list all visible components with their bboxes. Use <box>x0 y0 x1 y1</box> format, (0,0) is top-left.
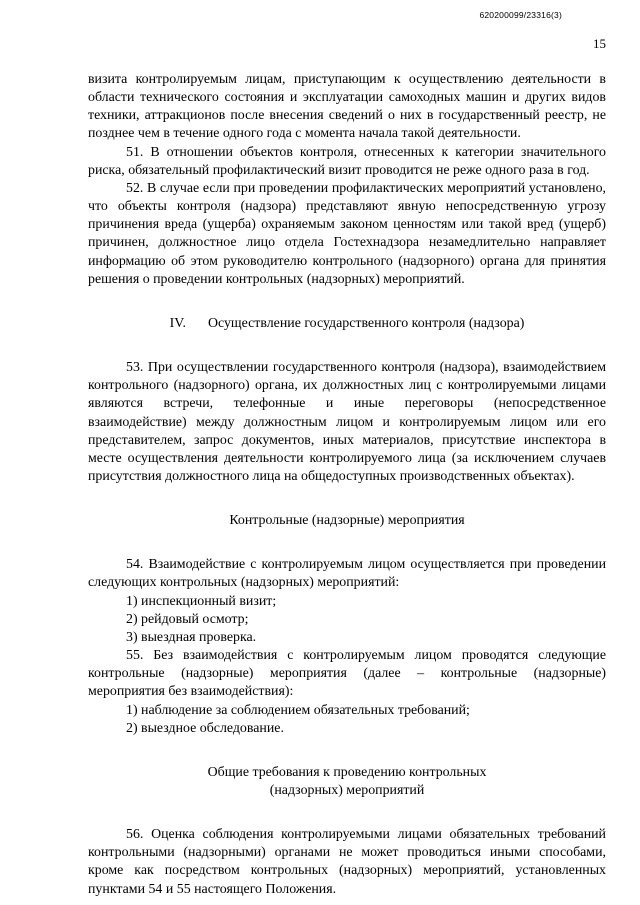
subheading-control-measures: Контрольные (надзорные) мероприятия <box>229 513 465 529</box>
paragraph-55: 55. Без взаимодействия с контролируемым лицом проводятся следующие контрольные (надзорные) мероприятия (далее – контрольные (надзорные) мероприятия без взаимодействия): <box>88 648 606 700</box>
document-body <box>88 71 606 899</box>
subheading-general-requirements <box>88 764 606 800</box>
paragraph-51: 51. В отношении объектов контроля, отнесенных к категории значительного риска, обязательный профилактический визит проводится не реже одного раза в год. <box>88 144 606 178</box>
paragraph-54: 54. Взаимодействие с контролируемым лицом осуществляется при проведении следующих контрольных (надзорных) мероприятий: <box>88 557 606 591</box>
page-number: 15 <box>593 36 606 51</box>
document-id: 620200099/23316(3) <box>479 10 562 20</box>
section-iv-heading <box>88 315 606 333</box>
section-number: IV. <box>169 315 186 331</box>
paragraph-continuation: визита контролируемым лицам, приступающим к осуществлению деятельности в области технического состояния и эксплуатации самоходных машин и других видов техники, аттракционов после внесения сведений о них в государственный реестр, не позднее чем в течение одного года с момента начала такой деятельности. <box>88 72 606 142</box>
list-item: 2) рейдовый осмотр; <box>126 611 249 627</box>
paragraph-53: 53. При осуществлении государственного контроля (надзора), взаимодействием контрольного (надзорного) органа, их должностных лиц с контролируемыми лицами являются встречи, телефонные и иные переговоры (непосредственное взаимодействие) между должностным лицом и контролируемым лицом или его представителем, запрос документов, иных материалов, присутствие инспектора в месте осуществления деятельности контролируемого лица (за исключением случаев присутствия должностного лица на общедоступных производственных объектах). <box>88 360 606 484</box>
section-title: Осуществление государственного контроля (надзора) <box>207 315 525 331</box>
subheading-line: Общие требования к проведению контрольных <box>207 764 487 780</box>
paragraph-52: 52. В случае если при проведении профилактических мероприятий установлено, что объекты контроля (надзора) представляют явную непосредственную угрозу причинения вреда (ущерба) охраняемым законом ценностям или такой вред (ущерб) причинен, должностное лицо отдела Гостехнадзора незамедлительно направляет информацию об этом руководителю контрольного (надзорного) органа для принятия решения о проведении контрольных (надзорных) мероприятий. <box>88 180 606 287</box>
list-item: 3) выездная проверка. <box>126 629 257 645</box>
paragraph-56: 56. Оценка соблюдения контролируемыми лицами обязательных требований контрольными (надзорными) органами не может проводиться иными способами, кроме как посредством контрольных (надзорных) мероприятий, установленных пунктами 54 и 55 настоящего Положения. <box>88 827 606 897</box>
list-item: 1) инспекционный визит; <box>126 593 277 609</box>
list-item: 1) наблюдение за соблюдением обязательных требований; <box>126 702 470 718</box>
subheading-line: (надзорных) мероприятий <box>269 783 425 798</box>
list-item: 2) выездное обследование. <box>126 720 284 736</box>
